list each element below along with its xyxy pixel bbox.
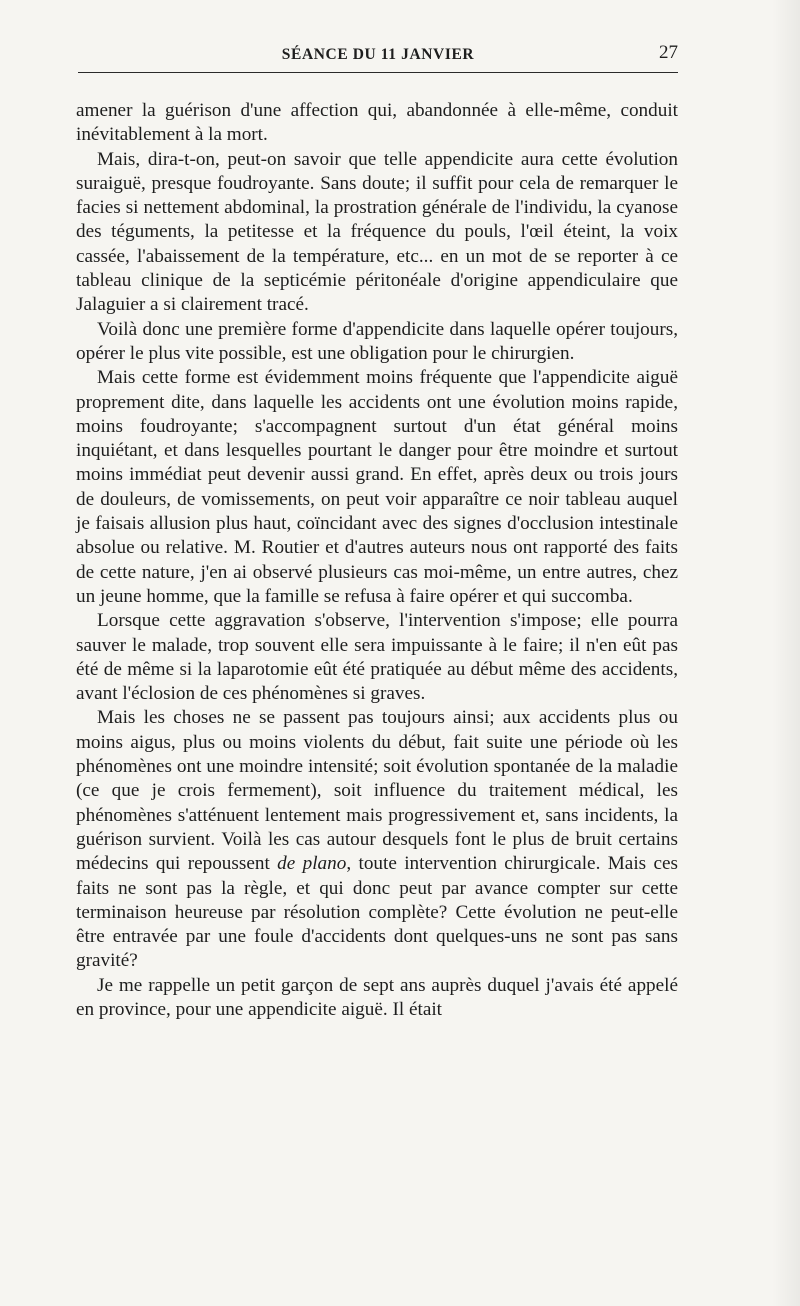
page-header bbox=[78, 40, 678, 73]
paragraph-1: amener la guérison d'une affection qui, abandonnée à elle-même, conduit inévitablement à la mort. bbox=[76, 100, 678, 146]
paragraph-5: Lorsque cette aggravation s'observe, l'intervention s'impose; elle pourra sauver le malade, trop souvent elle sera impuissante à le faire; il n'en eût pas été de même si la laparotomie eût été pratiquée au début même des accidents, avant l'éclosion de ces phénomènes si graves. bbox=[76, 610, 678, 705]
paragraph-6 bbox=[76, 706, 678, 973]
page-number: 27 bbox=[659, 42, 678, 63]
paragraph-6-start: Mais les choses ne se passent pas toujours ainsi; aux accidents plus ou moins aigus, plus ou moins violents du début, fait suite une période où les phénomènes ont une moindre intensité; soit évolution spontanée de la maladie (ce que je crois fermement), soit influence du traitement médical, les phénomènes s'atténuent lentement mais progressivement et, sans incidents, la guérison survient. Voilà les cas autour desquels font le plus de bruit certains médecins qui repoussent bbox=[76, 707, 678, 875]
paragraph-6-end: , toute intervention chirurgicale. Mais ces faits ne sont pas la règle, et qui donc peut par avance compter sur cette terminaison heureuse par résolution complète? Cette évolution ne peut-elle être entravée par une foule d'accidents dont quelques-uns ne sont pas sans gravité? bbox=[76, 853, 678, 972]
paragraph-4: Mais cette forme est évidemment moins fréquente que l'appendicite aiguë proprement dite, dans laquelle les accidents ont une évolution moins rapide, moins foudroyante; s'accompagnent surtout d'un état général moins inquiétant, et dans lesquelles pourtant le danger pour être moindre et surtout moins immédiat peut devenir aussi grand. En effet, après deux ou trois jours de douleurs, de vomissements, on peut voir apparaître ce noir tableau auquel je faisais allusion plus haut, coïncidant avec des signes d'occlusion intestinale absolue ou relative. M. Routier et d'autres auteurs nous ont rapporté des faits de cette nature, j'en ai observé plusieurs cas moi-même, un entre autres, chez un jeune homme, que la famille se refusa à faire opérer et qui succomba. bbox=[76, 367, 678, 607]
italic-phrase: de plano bbox=[277, 853, 347, 875]
paragraph-3: Voilà donc une première forme d'appendicite dans laquelle opérer toujours, opérer le plus vite possible, est une obligation pour le chirurgien. bbox=[76, 318, 678, 364]
paragraph-2: Mais, dira-t-on, peut-on savoir que telle appendicite aura cette évolution suraiguë, presque foudroyante. Sans doute; il suffit pour cela de remarquer le facies si nettement abdominal, la prostration générale de l'individu, la cyanose des téguments, la petitesse et la fréquence du pouls, l'œil éteint, la voix cassée, l'abaissement de la température, etc... en un mot de se reporter à ce tableau clinique de la septicémie péritonéale d'origine appendiculaire que Jalaguier a si clairement tracé. bbox=[76, 148, 678, 316]
running-head: SÉANCE DU 11 JANVIER bbox=[281, 46, 475, 63]
body-text bbox=[76, 99, 678, 1022]
page-edge-shadow bbox=[772, 0, 800, 1306]
paragraph-7: Je me rappelle un petit garçon de sept ans auprès duquel j'avais été appelé en province, pour une appendicite aiguë. Il était bbox=[76, 974, 678, 1020]
